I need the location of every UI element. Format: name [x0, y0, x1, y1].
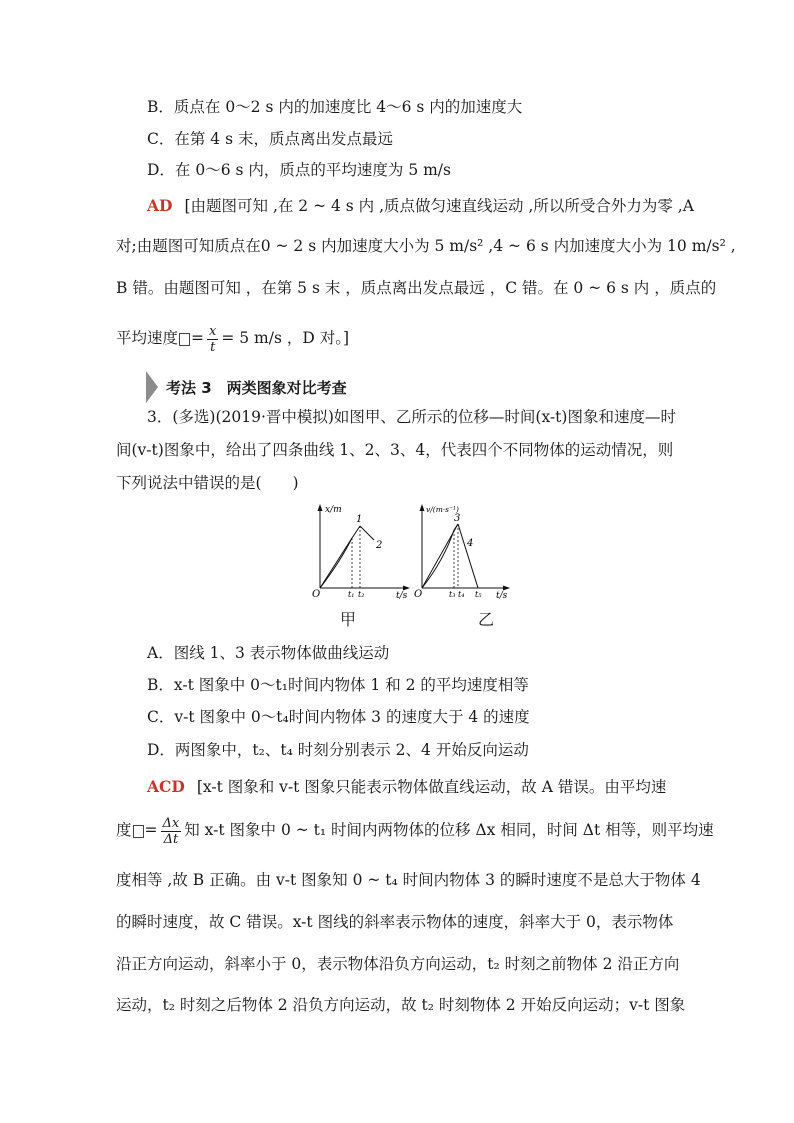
vt-curve-3-label: 3	[454, 513, 461, 524]
q3-option-c: C．v-t 图象中 0～t₄时间内物体 3 的速度大于 4 的速度	[147, 708, 530, 726]
q2-answer-line1	[147, 196, 694, 216]
q3-answer-line6: 运动，t₂ 时刻之后物体 2 沿负方向运动，故 t₂ 时刻物体 2 开始反向运动；v-t 图象	[116, 996, 686, 1014]
xt-tick-t2: t₂	[358, 590, 365, 599]
q2-option-c: C．在第 4 s 末，质点离出发点最远	[147, 130, 393, 148]
vt-y-label: v/(m·s⁻¹)	[426, 505, 459, 514]
xt-y-label: x/m	[325, 505, 342, 515]
section-title: 考法 3 两类图象对比考查	[166, 378, 347, 397]
vt-curve-4-label: 4	[467, 538, 474, 549]
vt-line-4-fall	[458, 524, 478, 588]
fraction-dx-over-dt	[161, 816, 182, 847]
vt-tick-t3: t₃	[449, 590, 456, 599]
xt-curve-1-label: 1	[356, 514, 363, 525]
xt-x-arrow-icon	[403, 586, 410, 591]
q2-line4-suffix: = 5 m/s ，D 对。]	[221, 329, 350, 347]
q2-answer-line3: B 错。由题图可知 ，在第 5 s 末 ，质点离出发点最远 ，C 错。在 0 ~ 6 s 内 ，质点的	[116, 279, 717, 297]
vt-origin: O	[414, 589, 423, 600]
frac-numerator: Δx	[162, 815, 180, 831]
xt-origin: O	[312, 589, 321, 600]
q3-answer-label: ACD	[147, 777, 185, 796]
q3-line2-prefix: 度	[116, 821, 132, 839]
q3-option-a: A．图线 1、3 表示物体做曲线运动	[147, 644, 390, 662]
q2-option-d: D．在 0～6 s 内，质点的平均速度为 5 m/s	[147, 161, 451, 179]
xt-curve-2-label: 2	[376, 540, 383, 551]
section-header	[146, 370, 347, 404]
q3-option-d: D．两图象中，t₂、t₄ 时刻分别表示 2、4 开始反向运动	[147, 741, 529, 759]
vt-line-4-rise	[422, 524, 458, 588]
vt-tick-t5: t₅	[475, 590, 482, 599]
xt-x-label: t/s	[396, 591, 408, 600]
frac-denominator: Δt	[163, 831, 179, 847]
q3-answer-text1: [x-t 图象和 v-t 图象只能表示物体做直线运动，故 A 错误。由平均速	[196, 778, 667, 796]
figure-xt-graph	[310, 500, 423, 600]
xt-tick-t1: t₁	[348, 590, 355, 599]
missing-glyph-icon	[179, 333, 190, 346]
q3-answer-line2: 度 = $\frac{\Delta x}{\Delta t}$ 知 x-t 图象中 0 ~ t₁ 时间内两物体的位移 Δx 相同，时间 Δt 相等，则平均速	[116, 815, 714, 847]
figure-left-caption: 甲	[340, 610, 357, 629]
q3-answer-line4: 的瞬时速度，故 C 错误。x-t 图线的斜率表示物体的速度，斜率大于 0，表示物体	[116, 913, 674, 931]
q3-line2-suffix: 知 x-t 图象中 0 ~ t₁ 时间内两物体的位移 Δx 相同，时间 Δt 相等，则平均速	[184, 821, 714, 839]
q2-answer-label: AD	[147, 196, 173, 215]
figure-vt-graph	[412, 500, 520, 600]
vt-y-arrow-icon	[420, 504, 425, 511]
q3-stem-line3: 下列说法中错误的是( )	[116, 474, 299, 492]
q2-line4-prefix: 平均速度	[116, 329, 179, 347]
frac-numerator: x	[209, 323, 217, 339]
frac-denominator: t	[210, 339, 216, 355]
vt-x-label: t/s	[496, 591, 508, 600]
q3-answer-line1	[147, 777, 666, 797]
q3-stem-line1: 3．(多选)(2019·晋中模拟)如图甲、乙所示的位移—时间(x-t)图象和速度—时	[147, 408, 676, 426]
q3-option-b: B．x-t 图象中 0～t₁时间内物体 1 和 2 的平均速度相等	[147, 676, 529, 694]
section-arrow-icon	[146, 371, 158, 403]
xt-line-2-rise	[320, 538, 352, 588]
xt-line-1-top	[352, 526, 360, 538]
q2-answer-line4: 平均速度 = $\frac{x}{t}$ = 5 m/s ，D 对。]	[116, 323, 350, 355]
vt-line-3-top	[454, 524, 458, 530]
q3-stem-line2: 间(v-t)图象中，给出了四条曲线 1、2、3、4，代表四个不同物体的运动情况，则	[116, 441, 674, 459]
xt-y-arrow-icon	[318, 504, 323, 511]
xt-line-2-fall	[360, 526, 374, 540]
vt-tick-t4: t₄	[458, 590, 465, 599]
q2-answer-line2: 对;由题图可知质点在0 ~ 2 s 内加速度大小为 5 m/s² ,4 ~ 6 s 内加速度大小为 10 m/s² ,	[116, 237, 736, 255]
fraction-x-over-t	[207, 324, 218, 355]
figure-right-caption: 乙	[478, 610, 495, 629]
q2-answer-text1: [由题图可知 ,在 2 ~ 4 s 内 ,质点做匀速直线运动 ,所以所受合外力为零 ,A	[184, 197, 694, 215]
vt-x-arrow-icon	[503, 586, 510, 591]
missing-glyph-icon	[133, 825, 144, 838]
q3-answer-line5: 沿正方向运动，斜率小于 0，表示物体沿负方向运动，t₂ 时刻之前物体 2 沿正方向	[116, 955, 680, 973]
q3-answer-line3: 度相等 ,故 B 正确。由 v-t 图象知 0 ~ t₄ 时间内物体 3 的瞬时速度不是总大于物体 4	[116, 871, 701, 889]
q2-option-b: B．质点在 0～2 s 内的加速度比 4～6 s 内的加速度大	[147, 98, 523, 116]
